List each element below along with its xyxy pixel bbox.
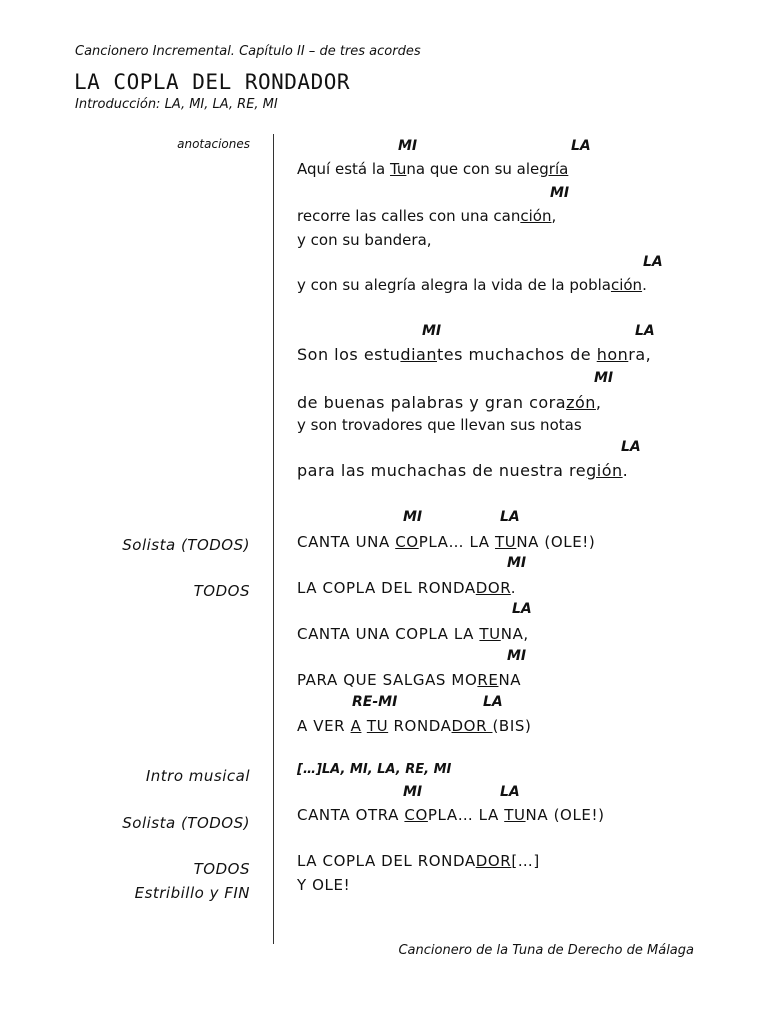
chorus-line1: CANTA UNA COPLA… LA TUNA (OLE!) xyxy=(297,533,596,551)
chorus-line2: LA COPLA DEL RONDADOR. xyxy=(297,579,517,597)
column-divider xyxy=(273,134,274,944)
outro-line1: CANTA OTRA COPLA… LA TUNA (OLE!) xyxy=(297,806,605,824)
chorus-line4: PARA QUE SALGAS MORENA xyxy=(297,671,522,689)
verse1-line4: y con su alegría alegra la vida de la población. xyxy=(297,276,647,294)
chord-la: LA xyxy=(635,323,655,339)
verse2-line4: para las muchachas de nuestra región. xyxy=(297,461,629,480)
chord-la: LA xyxy=(643,254,663,270)
annotation-todos-2: TODOS xyxy=(193,860,250,878)
chord-mi: MI xyxy=(550,185,570,201)
chord-mi: MI xyxy=(507,555,527,571)
chord-mi: MI xyxy=(422,323,442,339)
annotation-solista-2: Solista (TODOS) xyxy=(122,814,250,832)
chorus-line5: A VER A TU RONDADOR (BIS) xyxy=(297,717,532,735)
document-subtitle: Cancionero Incremental. Capítulo II – de tres acordes xyxy=(75,44,421,59)
song-title: LA COPLA DEL RONDADOR xyxy=(74,70,351,94)
chord-la: LA xyxy=(621,439,641,455)
annotation-intro-musical: Intro musical xyxy=(145,767,250,785)
annotation-todos-1: TODOS xyxy=(193,582,250,600)
chord-mi: MI xyxy=(594,370,614,386)
chord-mi: MI xyxy=(398,138,418,154)
verse2-line1: Son los estudiantes muchachos de honra, xyxy=(297,345,652,364)
chord-mi: MI xyxy=(507,648,527,664)
outro-line3: Y OLE! xyxy=(297,876,351,894)
annotations-label: anotaciones xyxy=(177,137,250,151)
chord-la: LA xyxy=(571,138,591,154)
chord-la: LA xyxy=(512,601,532,617)
song-introduction: Introducción: LA, MI, LA, RE, MI xyxy=(75,97,278,112)
chord-la: LA xyxy=(500,509,520,525)
chord-la: LA xyxy=(483,694,503,710)
verse1-line3: y con su bandera, xyxy=(297,231,432,249)
chorus-line3: CANTA UNA COPLA LA TUNA, xyxy=(297,625,529,643)
chord-la: LA xyxy=(500,784,520,800)
chord-mi: MI xyxy=(403,509,423,525)
annotation-solista-1: Solista (TODOS) xyxy=(122,536,250,554)
verse1-line1: Aquí está la Tuna que con su alegría xyxy=(297,160,569,178)
annotation-estribillo-fin: Estribillo y FIN xyxy=(134,884,250,902)
verse1-line2: recorre las calles con una canción, xyxy=(297,207,557,225)
chord-re-mi: RE-MI xyxy=(352,694,398,710)
verse2-line3: y son trovadores que llevan sus notas xyxy=(297,416,582,434)
intro-musical-chords: […]LA, MI, LA, RE, MI xyxy=(297,762,452,777)
chord-mi: MI xyxy=(403,784,423,800)
verse2-line2: de buenas palabras y gran corazón, xyxy=(297,393,602,412)
outro-line2: LA COPLA DEL RONDADOR[…] xyxy=(297,852,540,870)
page-footer: Cancionero de la Tuna de Derecho de Málaga xyxy=(398,943,694,958)
